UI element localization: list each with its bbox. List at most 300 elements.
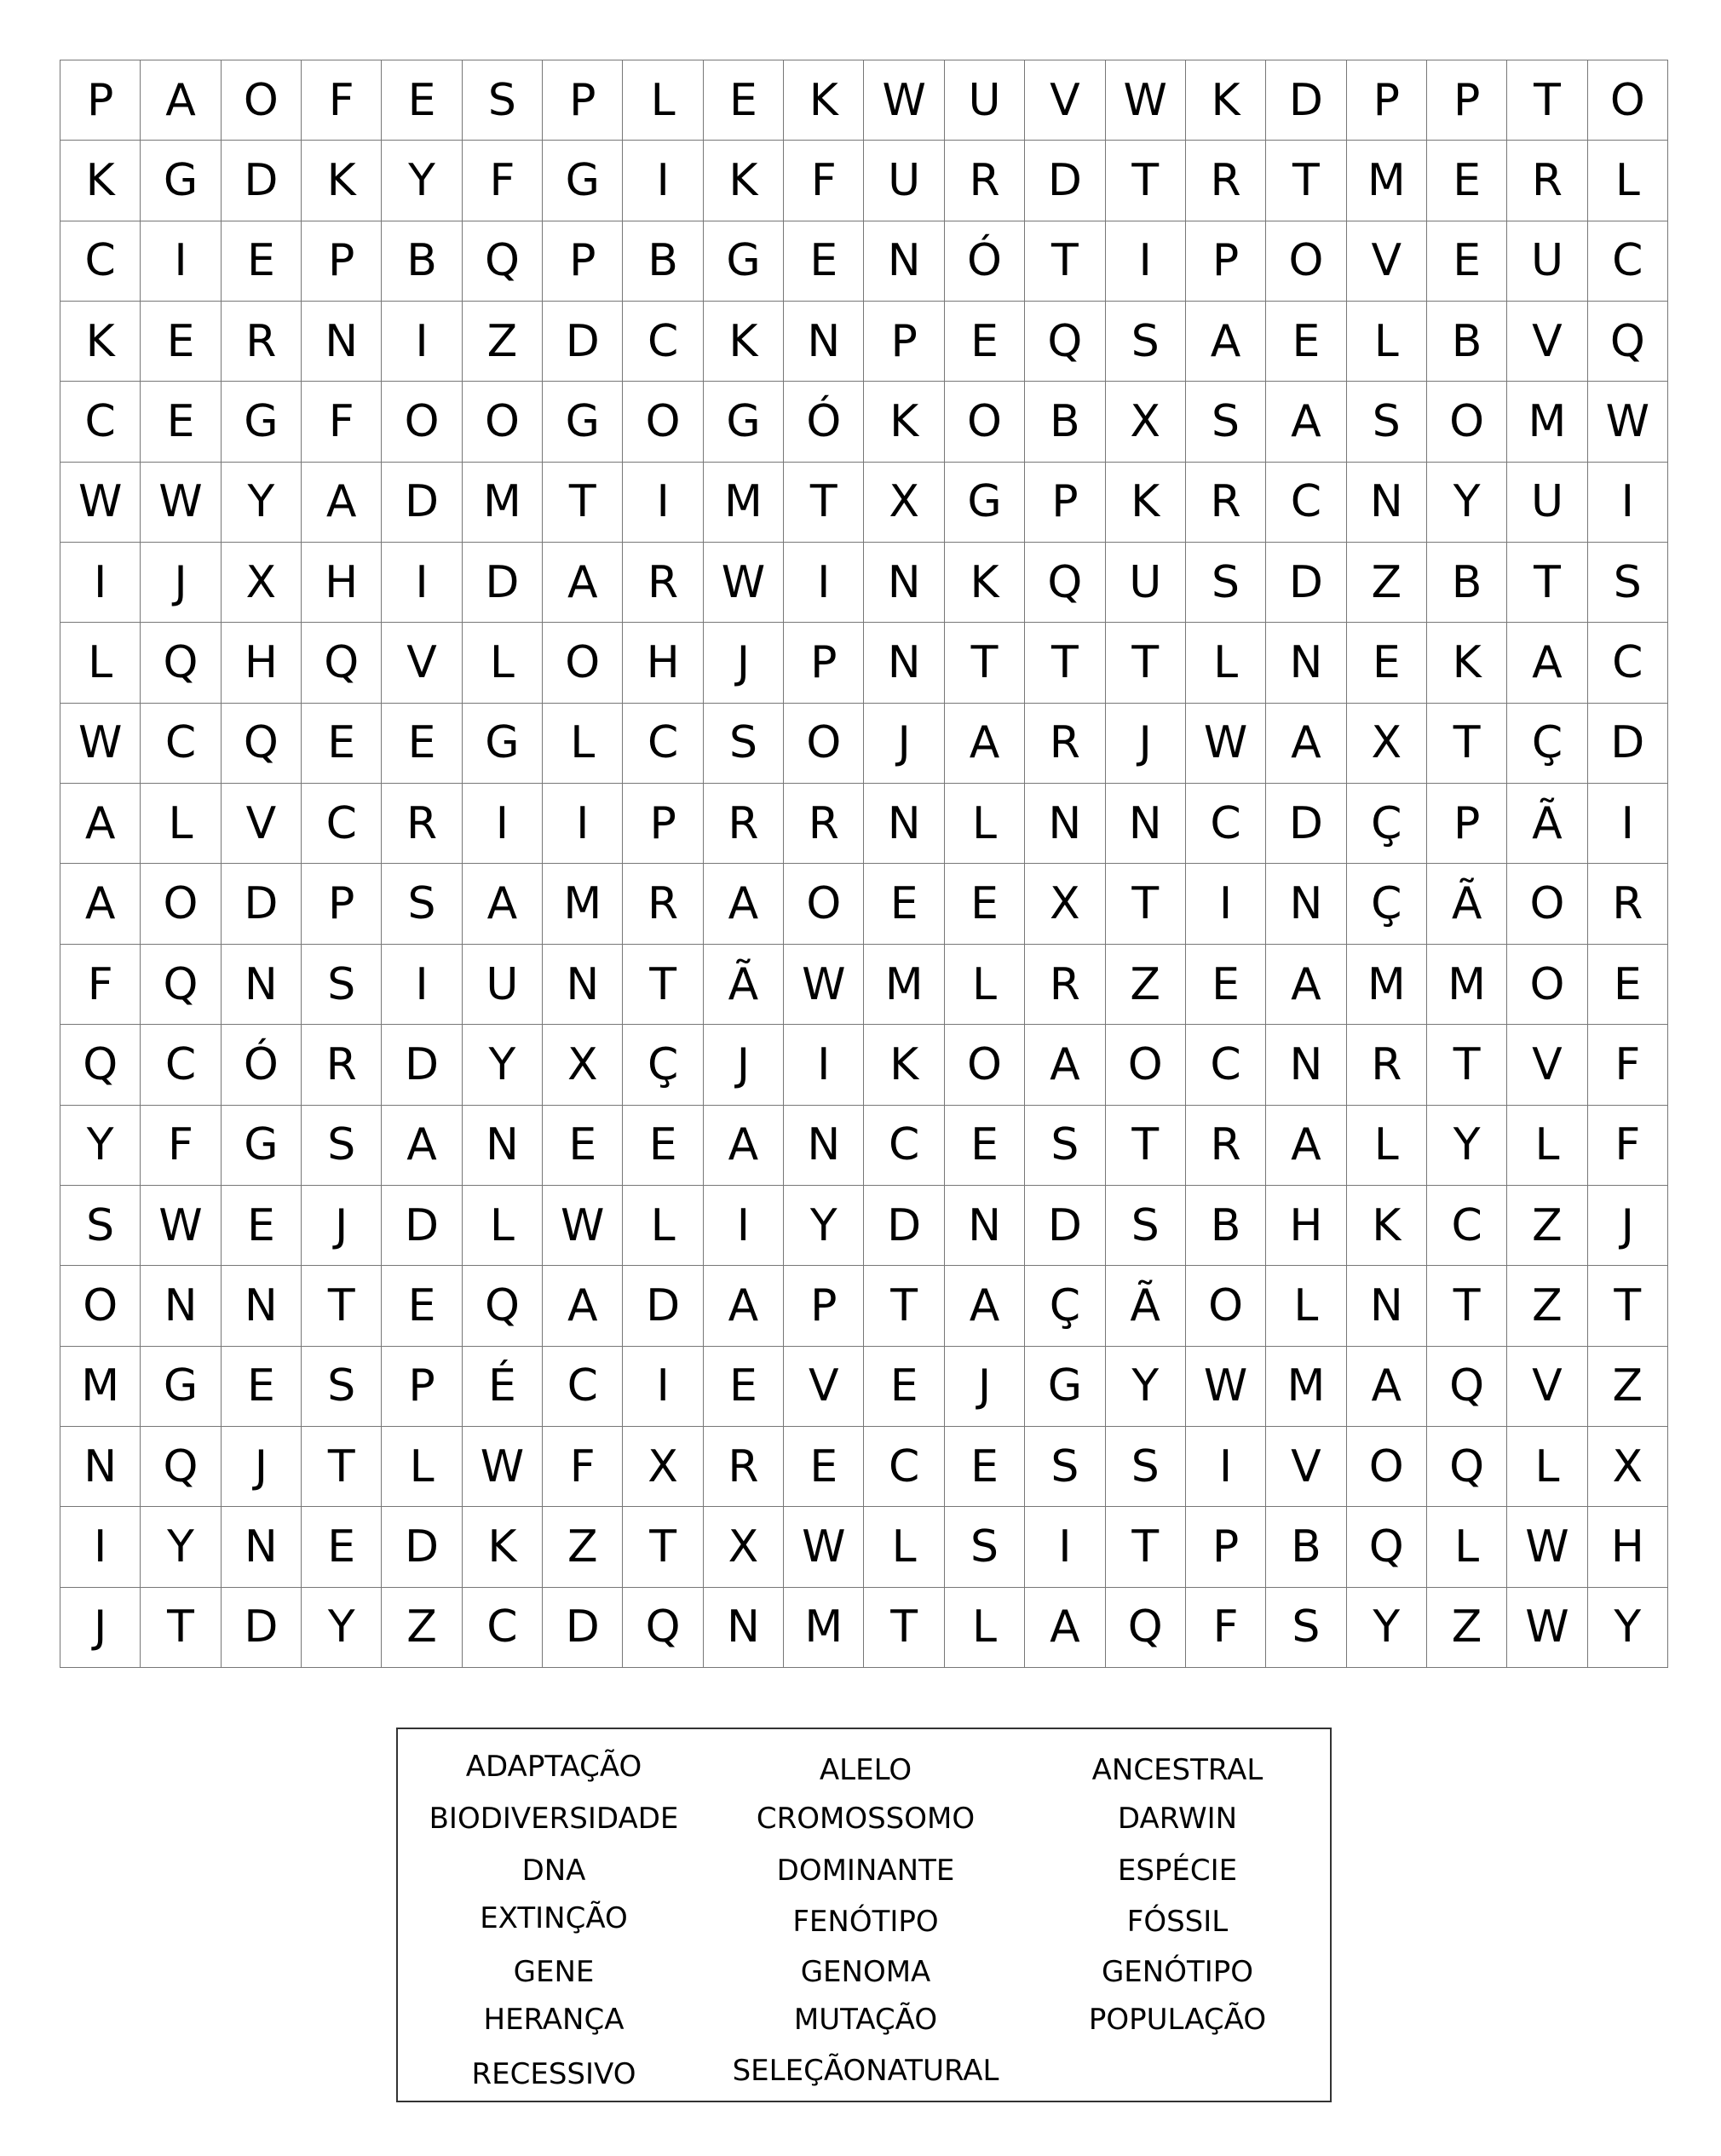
grid-cell: W bbox=[60, 704, 141, 784]
word-item: DOMINANTE bbox=[776, 1854, 955, 1888]
grid-cell: I bbox=[1186, 864, 1266, 944]
grid-cell: O bbox=[382, 382, 462, 462]
grid-cell: B bbox=[382, 221, 462, 302]
grid-cell: O bbox=[1347, 1427, 1427, 1507]
grid-cell: M bbox=[784, 1588, 864, 1668]
grid-cell: Y bbox=[141, 1507, 221, 1587]
grid-cell: R bbox=[222, 302, 302, 382]
grid-cell: T bbox=[1025, 221, 1105, 302]
word-item: GENOMA bbox=[800, 1955, 931, 1989]
grid-cell: R bbox=[704, 1427, 784, 1507]
grid-cell: N bbox=[945, 1186, 1025, 1266]
grid-cell: E bbox=[222, 1347, 302, 1427]
grid-cell: Z bbox=[1507, 1266, 1587, 1346]
grid-cell: R bbox=[1025, 945, 1105, 1025]
grid-cell: Q bbox=[463, 1266, 543, 1346]
grid-cell: W bbox=[1507, 1588, 1587, 1668]
grid-cell: Q bbox=[141, 1427, 221, 1507]
grid-cell: C bbox=[60, 382, 141, 462]
grid-cell: I bbox=[623, 463, 703, 543]
grid-cell: A bbox=[543, 543, 623, 623]
grid-cell: F bbox=[463, 141, 543, 221]
grid-cell: P bbox=[382, 1347, 462, 1427]
grid-cell: R bbox=[1588, 864, 1668, 944]
grid-cell: K bbox=[463, 1507, 543, 1587]
grid-cell: I bbox=[704, 1186, 784, 1266]
word-item: BIODIVERSIDADE bbox=[429, 1802, 679, 1836]
grid-cell: U bbox=[864, 141, 944, 221]
grid-cell: P bbox=[1186, 221, 1266, 302]
grid-cell: E bbox=[382, 1266, 462, 1346]
grid-cell: S bbox=[1106, 302, 1186, 382]
grid-cell: W bbox=[141, 1186, 221, 1266]
grid-cell: I bbox=[623, 141, 703, 221]
grid-cell: O bbox=[141, 864, 221, 944]
grid-cell: Z bbox=[1106, 945, 1186, 1025]
grid-cell: Ó bbox=[945, 221, 1025, 302]
grid-cell: X bbox=[1588, 1427, 1668, 1507]
grid-cell: G bbox=[704, 382, 784, 462]
grid-cell: L bbox=[463, 623, 543, 703]
grid-cell: C bbox=[1427, 1186, 1507, 1266]
grid-cell: Q bbox=[1025, 543, 1105, 623]
grid-cell: N bbox=[1266, 864, 1346, 944]
grid-cell: E bbox=[945, 302, 1025, 382]
grid-cell: D bbox=[543, 1588, 623, 1668]
grid-cell: L bbox=[1186, 623, 1266, 703]
grid-cell: I bbox=[1025, 1507, 1105, 1587]
grid-cell: S bbox=[302, 1106, 382, 1186]
grid-cell: D bbox=[864, 1186, 944, 1266]
grid-cell: V bbox=[1507, 1025, 1587, 1105]
word-item: ADAPTAÇÃO bbox=[465, 1750, 642, 1784]
grid-cell: L bbox=[1507, 1106, 1587, 1186]
grid-cell: Q bbox=[302, 623, 382, 703]
grid-cell: Q bbox=[141, 945, 221, 1025]
grid-cell: P bbox=[1025, 463, 1105, 543]
grid-cell: J bbox=[60, 1588, 141, 1668]
grid-cell: D bbox=[623, 1266, 703, 1346]
grid-cell: N bbox=[864, 543, 944, 623]
word-item: ANCESTRAL bbox=[1091, 1753, 1263, 1787]
grid-cell: E bbox=[302, 704, 382, 784]
grid-cell: F bbox=[543, 1427, 623, 1507]
grid-cell: R bbox=[704, 784, 784, 864]
grid-cell: S bbox=[463, 60, 543, 141]
grid-cell: I bbox=[382, 945, 462, 1025]
grid-cell: Y bbox=[382, 141, 462, 221]
grid-cell: D bbox=[222, 1588, 302, 1668]
grid-cell: M bbox=[704, 463, 784, 543]
grid-cell: O bbox=[1507, 864, 1587, 944]
grid-cell: Ç bbox=[1347, 784, 1427, 864]
grid-cell: P bbox=[784, 623, 864, 703]
grid-cell: G bbox=[543, 141, 623, 221]
grid-cell: S bbox=[1186, 382, 1266, 462]
grid-cell: O bbox=[222, 60, 302, 141]
grid-cell: R bbox=[1347, 1025, 1427, 1105]
grid-cell: K bbox=[1427, 623, 1507, 703]
grid-cell: E bbox=[784, 1427, 864, 1507]
grid-cell: A bbox=[945, 704, 1025, 784]
grid-cell: P bbox=[623, 784, 703, 864]
grid-cell: G bbox=[945, 463, 1025, 543]
grid-cell: E bbox=[864, 864, 944, 944]
grid-cell: X bbox=[1347, 704, 1427, 784]
grid-cell: C bbox=[1266, 463, 1346, 543]
grid-cell: K bbox=[945, 543, 1025, 623]
word-item: DNA bbox=[521, 1854, 586, 1888]
grid-cell: I bbox=[543, 784, 623, 864]
grid-cell: T bbox=[945, 623, 1025, 703]
grid-cell: F bbox=[1588, 1025, 1668, 1105]
grid-cell: D bbox=[222, 864, 302, 944]
grid-cell: S bbox=[945, 1507, 1025, 1587]
grid-cell: K bbox=[60, 141, 141, 221]
grid-cell: R bbox=[1025, 704, 1105, 784]
grid-cell: Q bbox=[1347, 1507, 1427, 1587]
grid-cell: J bbox=[704, 623, 784, 703]
grid-cell: C bbox=[1186, 784, 1266, 864]
grid-cell: U bbox=[945, 60, 1025, 141]
grid-cell: E bbox=[704, 1347, 784, 1427]
grid-cell: Y bbox=[1588, 1588, 1668, 1668]
grid-cell: E bbox=[382, 704, 462, 784]
grid-cell: V bbox=[784, 1347, 864, 1427]
grid-cell: I bbox=[623, 1347, 703, 1427]
grid-cell: G bbox=[141, 1347, 221, 1427]
grid-cell: E bbox=[704, 60, 784, 141]
grid-cell: J bbox=[945, 1347, 1025, 1427]
grid-cell: S bbox=[302, 945, 382, 1025]
grid-cell: B bbox=[1025, 382, 1105, 462]
grid-cell: L bbox=[382, 1427, 462, 1507]
grid-cell: O bbox=[1507, 945, 1587, 1025]
grid-cell: Q bbox=[463, 221, 543, 302]
grid-cell: C bbox=[60, 221, 141, 302]
grid-cell: T bbox=[864, 1266, 944, 1346]
grid-cell: K bbox=[704, 141, 784, 221]
grid-cell: N bbox=[784, 302, 864, 382]
grid-cell: P bbox=[1427, 784, 1507, 864]
grid-cell: C bbox=[864, 1106, 944, 1186]
grid-cell: N bbox=[463, 1106, 543, 1186]
grid-cell: E bbox=[382, 60, 462, 141]
grid-cell: R bbox=[1186, 141, 1266, 221]
grid-cell: D bbox=[1266, 784, 1346, 864]
word-item: GENE bbox=[513, 1955, 595, 1989]
word-list bbox=[396, 1728, 1332, 2102]
grid-cell: M bbox=[543, 864, 623, 944]
grid-cell: M bbox=[1427, 945, 1507, 1025]
grid-cell: N bbox=[864, 623, 944, 703]
grid-cell: G bbox=[463, 704, 543, 784]
grid-cell: H bbox=[302, 543, 382, 623]
grid-cell: D bbox=[1266, 60, 1346, 141]
grid-cell: J bbox=[1106, 704, 1186, 784]
grid-cell: E bbox=[945, 1106, 1025, 1186]
grid-cell: W bbox=[1186, 704, 1266, 784]
grid-cell: T bbox=[1106, 864, 1186, 944]
grid-cell: Ã bbox=[1106, 1266, 1186, 1346]
grid-cell: N bbox=[1266, 623, 1346, 703]
grid-cell: E bbox=[945, 864, 1025, 944]
grid-cell: P bbox=[784, 1266, 864, 1346]
grid-cell: S bbox=[1106, 1427, 1186, 1507]
grid-cell: Y bbox=[302, 1588, 382, 1668]
grid-cell: V bbox=[1507, 1347, 1587, 1427]
grid-cell: T bbox=[864, 1588, 944, 1668]
grid-cell: E bbox=[141, 382, 221, 462]
grid-cell: I bbox=[463, 784, 543, 864]
grid-cell: Y bbox=[784, 1186, 864, 1266]
grid-cell: I bbox=[784, 543, 864, 623]
grid-cell: C bbox=[623, 302, 703, 382]
grid-cell: L bbox=[945, 945, 1025, 1025]
grid-cell: N bbox=[222, 945, 302, 1025]
grid-cell: T bbox=[141, 1588, 221, 1668]
grid-cell: Ç bbox=[1347, 864, 1427, 944]
grid-cell: Q bbox=[623, 1588, 703, 1668]
grid-cell: D bbox=[1588, 704, 1668, 784]
grid-cell: Q bbox=[1427, 1347, 1507, 1427]
grid-cell: W bbox=[864, 60, 944, 141]
grid-cell: Ç bbox=[623, 1025, 703, 1105]
grid-cell: T bbox=[302, 1266, 382, 1346]
grid-cell: N bbox=[1347, 1266, 1427, 1346]
grid-cell: R bbox=[784, 784, 864, 864]
grid-cell: D bbox=[382, 463, 462, 543]
grid-cell: M bbox=[463, 463, 543, 543]
grid-cell: W bbox=[543, 1186, 623, 1266]
grid-cell: Z bbox=[1507, 1186, 1587, 1266]
grid-cell: N bbox=[1025, 784, 1105, 864]
grid-cell: G bbox=[1025, 1347, 1105, 1427]
grid-cell: L bbox=[623, 60, 703, 141]
grid-cell: I bbox=[1106, 221, 1186, 302]
word-item: DARWIN bbox=[1117, 1802, 1238, 1836]
grid-cell: U bbox=[1507, 463, 1587, 543]
grid-cell: J bbox=[704, 1025, 784, 1105]
grid-cell: T bbox=[1427, 1266, 1507, 1346]
grid-cell: Z bbox=[1588, 1347, 1668, 1427]
grid-cell: J bbox=[1588, 1186, 1668, 1266]
grid-cell: A bbox=[302, 463, 382, 543]
grid-cell: E bbox=[945, 1427, 1025, 1507]
grid-cell: O bbox=[543, 623, 623, 703]
grid-cell: F bbox=[1588, 1106, 1668, 1186]
grid-cell: A bbox=[1266, 704, 1346, 784]
grid-cell: P bbox=[1347, 60, 1427, 141]
grid-cell: A bbox=[60, 864, 141, 944]
grid-cell: C bbox=[141, 1025, 221, 1105]
grid-cell: X bbox=[704, 1507, 784, 1587]
grid-cell: T bbox=[543, 463, 623, 543]
grid-cell: S bbox=[1588, 543, 1668, 623]
grid-cell: M bbox=[60, 1347, 141, 1427]
grid-cell: A bbox=[704, 1266, 784, 1346]
grid-cell: Ã bbox=[1507, 784, 1587, 864]
grid-cell: N bbox=[704, 1588, 784, 1668]
grid-cell: B bbox=[623, 221, 703, 302]
grid-cell: E bbox=[784, 221, 864, 302]
grid-cell: H bbox=[1266, 1186, 1346, 1266]
grid-cell: P bbox=[1427, 60, 1507, 141]
grid-cell: E bbox=[302, 1507, 382, 1587]
grid-cell: E bbox=[141, 302, 221, 382]
grid-cell: F bbox=[302, 60, 382, 141]
grid-cell: O bbox=[60, 1266, 141, 1346]
grid-cell: A bbox=[1266, 1106, 1346, 1186]
grid-cell: D bbox=[222, 141, 302, 221]
grid-cell: C bbox=[543, 1347, 623, 1427]
grid-cell: L bbox=[623, 1186, 703, 1266]
grid-cell: I bbox=[382, 302, 462, 382]
grid-cell: A bbox=[1186, 302, 1266, 382]
grid-cell: W bbox=[784, 945, 864, 1025]
grid-cell: O bbox=[784, 864, 864, 944]
grid-cell: M bbox=[1347, 945, 1427, 1025]
grid-cell: W bbox=[463, 1427, 543, 1507]
grid-cell: B bbox=[1186, 1186, 1266, 1266]
grid-cell: A bbox=[382, 1106, 462, 1186]
grid-cell: P bbox=[302, 221, 382, 302]
grid-cell: O bbox=[1266, 221, 1346, 302]
grid-cell: X bbox=[222, 543, 302, 623]
grid-cell: Ç bbox=[1025, 1266, 1105, 1346]
grid-cell: G bbox=[543, 382, 623, 462]
grid-cell: S bbox=[1347, 382, 1427, 462]
grid-cell: K bbox=[864, 1025, 944, 1105]
grid-cell: S bbox=[60, 1186, 141, 1266]
grid-cell: S bbox=[382, 864, 462, 944]
grid-cell: E bbox=[222, 221, 302, 302]
grid-cell: V bbox=[222, 784, 302, 864]
grid-cell: W bbox=[784, 1507, 864, 1587]
grid-cell: N bbox=[1347, 463, 1427, 543]
grid-cell: S bbox=[704, 704, 784, 784]
word-item: CROMOSSOMO bbox=[756, 1802, 976, 1836]
grid-cell: B bbox=[1266, 1507, 1346, 1587]
word-item: RECESSIVO bbox=[471, 2057, 636, 2091]
grid-cell: O bbox=[1186, 1266, 1266, 1346]
grid-cell: L bbox=[1507, 1427, 1587, 1507]
grid-cell: K bbox=[1106, 463, 1186, 543]
grid-cell: W bbox=[704, 543, 784, 623]
grid-cell: C bbox=[1588, 221, 1668, 302]
grid-cell: M bbox=[864, 945, 944, 1025]
grid-cell: T bbox=[1427, 1025, 1507, 1105]
grid-cell: T bbox=[1025, 623, 1105, 703]
grid-cell: S bbox=[1186, 543, 1266, 623]
grid-cell: A bbox=[1266, 382, 1346, 462]
grid-cell: A bbox=[1025, 1588, 1105, 1668]
grid-cell: T bbox=[1106, 1507, 1186, 1587]
grid-cell: K bbox=[60, 302, 141, 382]
grid-cell: N bbox=[302, 302, 382, 382]
grid-cell: N bbox=[60, 1427, 141, 1507]
grid-cell: Y bbox=[1427, 1106, 1507, 1186]
grid-cell: K bbox=[784, 60, 864, 141]
grid-cell: V bbox=[382, 623, 462, 703]
grid-cell: V bbox=[1025, 60, 1105, 141]
grid-cell: J bbox=[302, 1186, 382, 1266]
word-item: EXTINÇÃO bbox=[480, 1901, 628, 1935]
word-item: FÓSSIL bbox=[1126, 1905, 1229, 1939]
grid-cell: D bbox=[1025, 1186, 1105, 1266]
grid-cell: R bbox=[382, 784, 462, 864]
grid-cell: Y bbox=[1106, 1347, 1186, 1427]
grid-cell: Y bbox=[1427, 463, 1507, 543]
grid-cell: O bbox=[945, 382, 1025, 462]
grid-cell: N bbox=[141, 1266, 221, 1346]
grid-cell: X bbox=[543, 1025, 623, 1105]
grid-cell: E bbox=[864, 1347, 944, 1427]
grid-cell: F bbox=[1186, 1588, 1266, 1668]
grid-cell: H bbox=[623, 623, 703, 703]
grid-cell: Y bbox=[1347, 1588, 1427, 1668]
grid-cell: K bbox=[1186, 60, 1266, 141]
grid-cell: E bbox=[222, 1186, 302, 1266]
grid-cell: P bbox=[1186, 1507, 1266, 1587]
grid-cell: A bbox=[1266, 945, 1346, 1025]
grid-cell: Ó bbox=[784, 382, 864, 462]
grid-cell: Q bbox=[141, 623, 221, 703]
grid-cell: P bbox=[302, 864, 382, 944]
grid-cell: E bbox=[1588, 945, 1668, 1025]
grid-cell: S bbox=[1025, 1106, 1105, 1186]
grid-cell: Ã bbox=[1427, 864, 1507, 944]
grid-cell: A bbox=[704, 864, 784, 944]
grid-cell: D bbox=[382, 1186, 462, 1266]
grid-cell: V bbox=[1266, 1427, 1346, 1507]
grid-cell: Q bbox=[222, 704, 302, 784]
grid-cell: O bbox=[1106, 1025, 1186, 1105]
grid-cell: Z bbox=[543, 1507, 623, 1587]
grid-cell: E bbox=[1347, 623, 1427, 703]
letter-grid bbox=[60, 60, 1668, 1668]
grid-cell: G bbox=[141, 141, 221, 221]
grid-cell: A bbox=[463, 864, 543, 944]
grid-cell: H bbox=[222, 623, 302, 703]
grid-cell: F bbox=[141, 1106, 221, 1186]
grid-cell: L bbox=[463, 1186, 543, 1266]
grid-cell: F bbox=[60, 945, 141, 1025]
grid-cell: E bbox=[1427, 221, 1507, 302]
grid-cell: E bbox=[623, 1106, 703, 1186]
grid-cell: D bbox=[382, 1025, 462, 1105]
grid-cell: G bbox=[222, 382, 302, 462]
grid-cell: L bbox=[945, 784, 1025, 864]
grid-cell: Z bbox=[463, 302, 543, 382]
grid-cell: S bbox=[302, 1347, 382, 1427]
grid-cell: C bbox=[302, 784, 382, 864]
grid-cell: L bbox=[864, 1507, 944, 1587]
grid-cell: F bbox=[784, 141, 864, 221]
grid-cell: Q bbox=[1427, 1427, 1507, 1507]
grid-cell: T bbox=[1588, 1266, 1668, 1346]
grid-cell: A bbox=[945, 1266, 1025, 1346]
grid-cell: M bbox=[1266, 1347, 1346, 1427]
grid-cell: U bbox=[1106, 543, 1186, 623]
grid-cell: T bbox=[1507, 60, 1587, 141]
grid-cell: E bbox=[1427, 141, 1507, 221]
grid-cell: A bbox=[60, 784, 141, 864]
grid-cell: P bbox=[543, 60, 623, 141]
grid-cell: E bbox=[543, 1106, 623, 1186]
grid-cell: X bbox=[623, 1427, 703, 1507]
word-item: MUTAÇÃO bbox=[793, 2003, 938, 2037]
